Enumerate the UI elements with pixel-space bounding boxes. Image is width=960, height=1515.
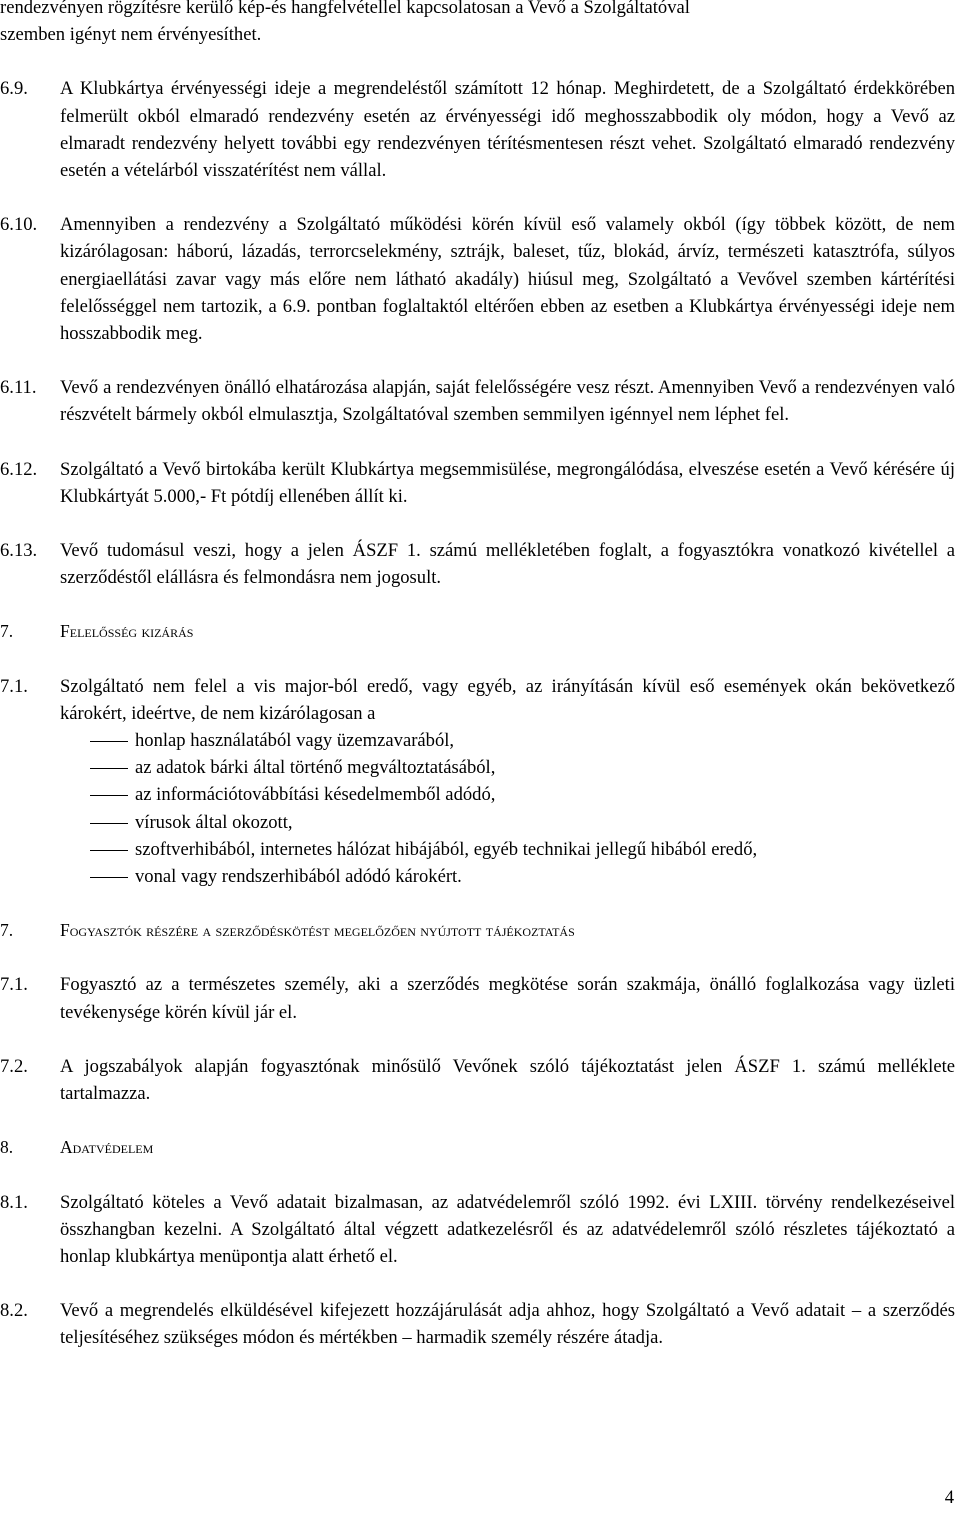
intro-line-1: rendezvényen rögzítésre kerülő kép-és hangfelvétellel kapcsolatosan a Vevő a Szolgáltatóval [0,0,690,18]
section-number: 7.2. [0,1055,28,1077]
section-text: Vevő tudomásul veszi, hogy a jelen ÁSZF 1. számú mellékletében foglalt, a fogyasztókra vonatkozó kivétellel a szerződéstől elállásra és felmondásra nem jogosult. [60,540,955,589]
section-text: A jogszabályok alapján fogyasztónak minősülő Vevőnek szóló tájékoztatást jelen ÁSZF 1. számú melléklete tartalmazza. [60,1055,955,1105]
section-number: 6.13. [0,540,38,562]
section-6-12 [0,456,955,510]
section-text: Amennyiben a rendezvény a Szolgáltató működési körén kívül eső valamely okból (így többek között, de nem kizárólagosan: háború, lázadás, terrorcselekmény, sztrájk, baleset, tűz, blokád, árvíz, természeti katasztrófa, súlyos energiaellátási zavar vagy más előre nem látható akadály) hiúsul meg, Szolgáltató a Vevővel szemben kártérítési felelősséggel nem tartozik, a 6.9. pontban foglaltaktól eltérően ebben az esetben a Klubkártya érvényességi ideje nem hosszabbodik meg. [60,214,955,345]
dash-marker [90,741,128,742]
section-number: 7.1. [0,974,28,996]
heading-title: Fogyasztók részére a szerződéskötést megelőzően nyújtott tájékoztatás [60,920,575,941]
list-item [60,836,955,863]
list-item [60,754,955,781]
section-number: 6.12. [0,458,38,480]
heading-7-liability [0,618,955,645]
section-text: Vevő a rendezvényen önálló elhatározása alapján, saját felelősségére vesz részt. Amennyiben Vevő a rendezvényen való részvételt bármely okból elmulasztja, Szolgáltatóval szemben semmilyen igénnyel nem léphet fel. [60,377,955,426]
section-number: 6.9. [0,78,28,100]
list-item-text: honlap használatából vagy üzemzavarából, [135,730,455,752]
section-8-2 [0,1297,955,1351]
list-item-text: szoftverhibából, internetes hálózat hibájából, egyéb technikai jellegű hibából eredő, [135,838,758,860]
section-6-13 [0,537,955,591]
list-item [60,781,955,808]
section-number: 6.10. [0,214,38,236]
section-text: A Klubkártya érvényességi ideje a megrendeléstől számított 12 hónap. Meghirdetett, de a Szolgáltató érdekkörében felmerült okból elmaradó rendezvény esetén az érvényességi idő meghosszabbodik oly módon, hogy a Vevő az elmaradt rendezvény helyett további egy rendezvényen térítésmentesen részt vehet. Szolgáltató elmaradó rendezvény esetén a vételárból visszatérítést nem vállal. [60,78,955,182]
heading-title: Felelősség kizárás [60,621,194,642]
dash-marker [90,768,128,769]
section-6-9 [0,75,955,184]
section-number: 7.1. [0,675,28,697]
section-6-11 [0,374,955,428]
page-number: 4 [944,1486,954,1508]
list-item [60,863,955,890]
heading-number: 7. [0,621,14,642]
section-number: 8.2. [0,1300,28,1322]
dash-marker [90,823,128,824]
heading-8-data-protection [0,1134,955,1161]
list-item-text: vonal vagy rendszerhibából adódó károkért. [135,866,462,888]
list-item [60,809,955,836]
section-text: Szolgáltató köteles a Vevő adatait bizalmasan, az adatvédelemről szóló 1992. évi LXIII. törvény rendelkezéseivel összhangban kezelni. A Szolgáltató által végzett adatkezelésről és az adatvédelemről szóló részletes tájékoztató a honlap klubkártya menüpontja alatt érhető el. [60,1191,955,1267]
section-text: Fogyasztó az a természetes személy, aki a szerződés megkötése során szakmája, önálló foglalkozása vagy üzleti tevékenysége körén kívül jár el. [60,974,955,1023]
section-7-1-liability [0,673,955,727]
list-item-text: az adatok bárki által történő megváltoztatásából, [135,757,496,779]
section-7-1-consumer [0,971,955,1025]
section-number: 6.11. [0,377,37,399]
section-6-10 [0,211,955,347]
section-8-1 [0,1189,955,1271]
heading-title: Adatvédelem [60,1137,154,1158]
list-item-text: az információtovábbítási késedelmemből adódó, [135,784,496,806]
section-text: Szolgáltató a Vevő birtokába került Klubkártya megsemmisülése, megrongálódása, elveszése esetén a Vevő kérésére új Klubkártyát 5.000,- Ft pótdíj ellenében állít ki. [60,458,955,507]
intro-paragraph [0,0,955,48]
dash-marker [90,877,128,878]
dash-marker [90,850,128,851]
section-7-2 [0,1053,955,1107]
dash-marker [90,795,128,796]
heading-number: 8. [0,1137,14,1158]
list-item-text: vírusok által okozott, [135,811,293,833]
heading-7-consumer-info [0,917,955,944]
intro-line-2: szemben igényt nem érvényesíthet. [0,24,262,46]
liability-list [50,727,955,890]
list-item [60,727,955,754]
heading-number: 7. [0,920,14,941]
section-number: 8.1. [0,1191,28,1213]
section-text: Szolgáltató nem felel a vis major-ból eredő, vagy egyéb, az irányításán kívül eső események okán bekövetkező károkért, ideértve, de nem kizárólagosan a [60,675,955,724]
section-text: Vevő a megrendelés elküldésével kifejezett hozzájárulását adja ahhoz, hogy Szolgáltató a Vevő adatait – a szerződés teljesítéséhez szükséges módon és mértékben – harmadik személy részére átadja. [60,1300,955,1349]
